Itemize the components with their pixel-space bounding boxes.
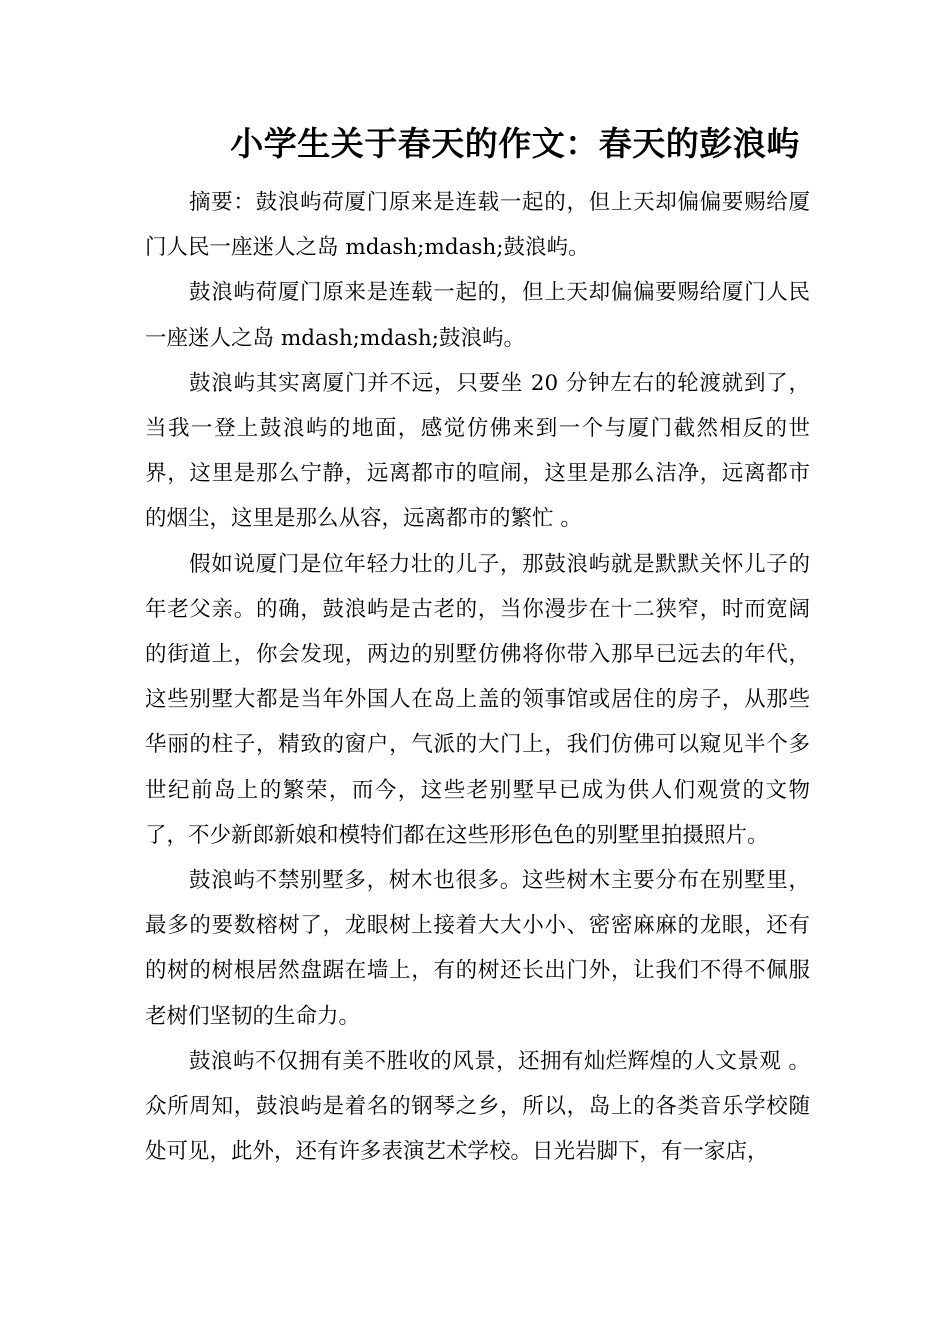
document-title: 小学生关于春天的作文：春天的彭浪屿 [230,124,800,163]
paragraph-distance: 鼓浪屿其实离厦门并不远，只要坐 20 分钟左右的轮渡就到了，当我一登上鼓浪屿的地面，感觉仿佛来到一个与厦门截然相反的世界，这里是那么宁静，远离都市的喧闹，这里是那么洁净，远离都市的烟尘，这里是那么从容，远离都市的繁忙 。 [145,370,810,532]
document-body [145,180,810,1174]
paragraph-villas: 假如说厦门是位年轻力壮的儿子，那鼓浪屿就是默默关怀儿子的年老父亲。的确，鼓浪屿是古老的，当你漫步在十二狭窄，时而宽阔的街道上，你会发现，两边的别墅仿佛将你带入那早已远去的年代，这些别墅大都是当年外国人在岛上盖的领事馆或居住的房子，从那些华丽的柱子，精致的窗户，气派的大门上，我们仿佛可以窥见半个多世纪前岛上的繁荣，而今，这些老别墅早已成为供人们观赏的文物了，不少新郎新娘和模特们都在这些形形色色的别墅里拍摄照片。 [145,551,810,848]
paragraph-culture: 鼓浪屿不仅拥有美不胜收的风景，还拥有灿烂辉煌的人文景观 。众所周知，鼓浪屿是着名的钢琴之乡，所以，岛上的各类音乐学校随处可见，此外，还有许多表演艺术学校。日光岩脚下，有一家店， [145,1048,810,1165]
paragraph-abstract: 摘要：鼓浪屿荷厦门原来是连载一起的，但上天却偏偏要赐给厦门人民一座迷人之岛 mdash;mdash;鼓浪屿。 [145,190,810,261]
paragraph-intro: 鼓浪屿荷厦门原来是连载一起的，但上天却偏偏要赐给厦门人民一座迷人之岛 mdash;mdash;鼓浪屿。 [145,280,810,351]
paragraph-trees: 鼓浪屿不禁别墅多，树木也很多。这些树木主要分布在别墅里，最多的要数榕树了，龙眼树上接着大大小小、密密麻麻的龙眼，还有的树的树根居然盘踞在墙上，有的树还长出门外，让我们不得不佩服老树们坚韧的生命力。 [145,868,810,1029]
